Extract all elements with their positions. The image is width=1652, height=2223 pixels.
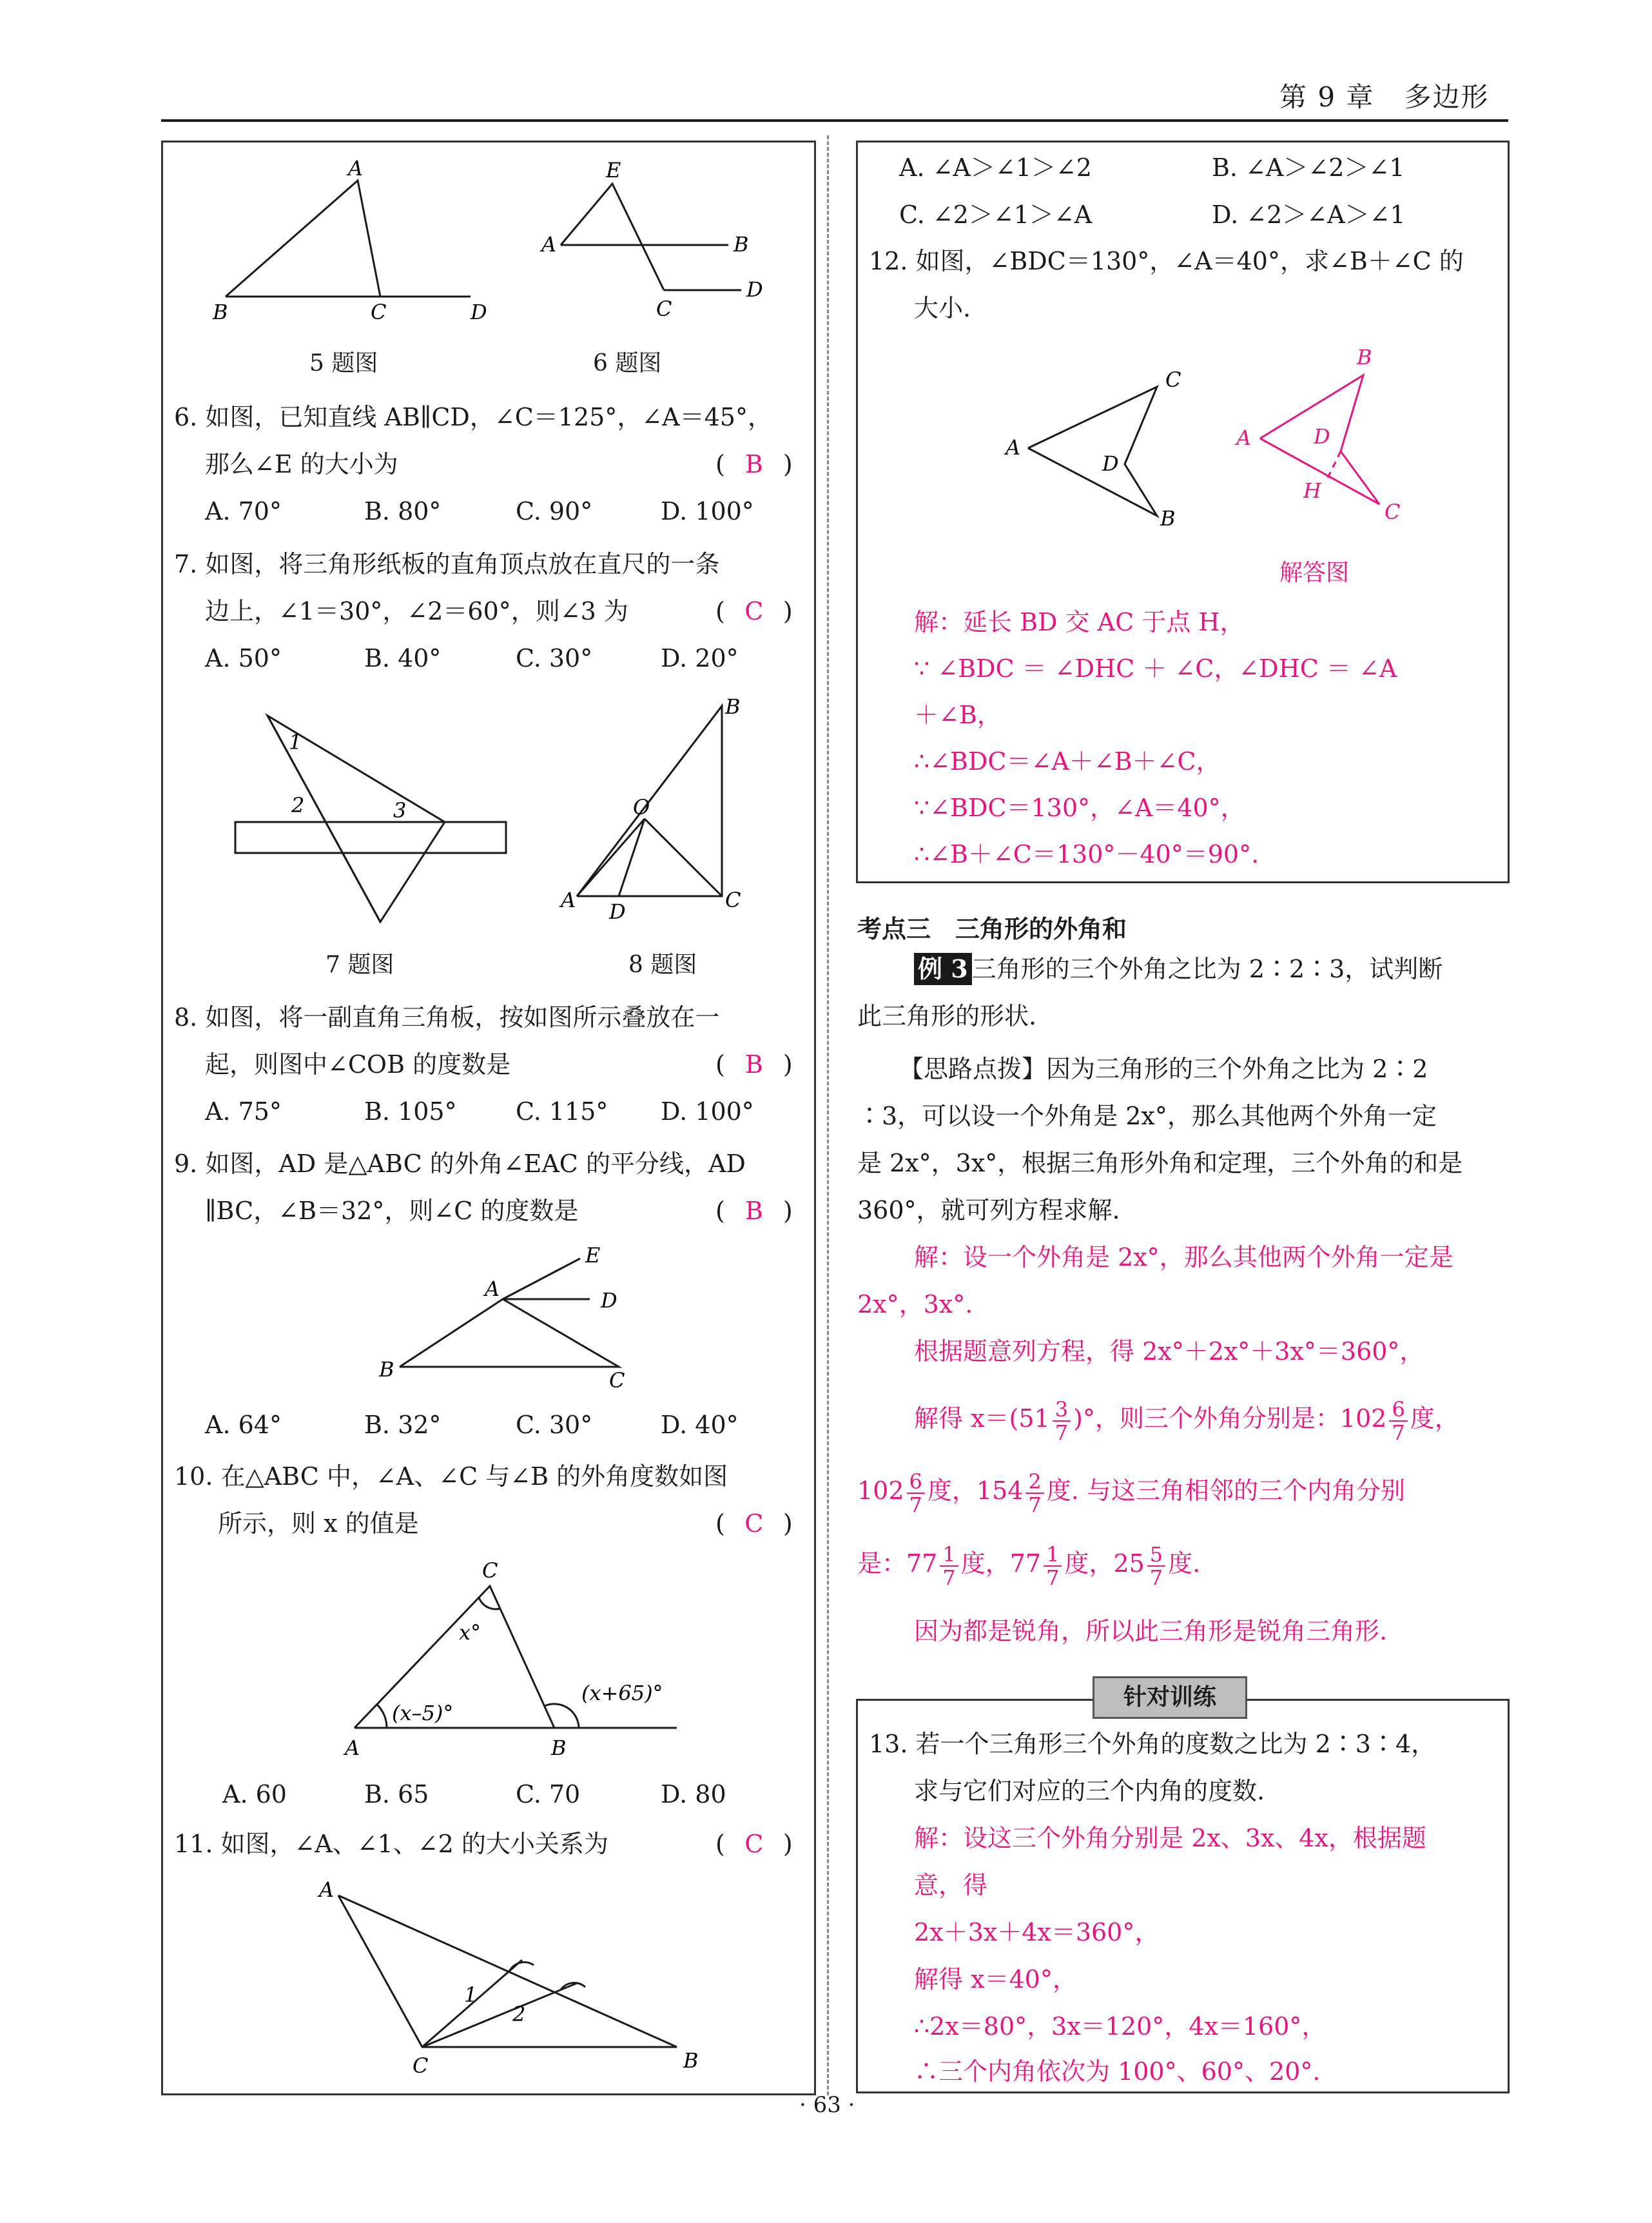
f11-label-b: B xyxy=(683,2048,699,2073)
q6-opt-d: D. 100° xyxy=(661,497,754,525)
q9-opt-b: B. 32° xyxy=(364,1411,442,1439)
ex3-sol-1: 解：设一个外角是 2x°，那么其他两个外角一定是 xyxy=(914,1243,1453,1271)
f11-label-2: 2 xyxy=(512,2002,526,2026)
q11-opt-d: D. ∠2＞∠A＞∠1 xyxy=(1212,201,1406,229)
f10-label-b-ext: (x+65)° xyxy=(581,1681,663,1705)
q13-line1: 13. 若一个三角形三个外角的度数之比为 2∶3∶4， xyxy=(869,1730,1436,1758)
q10-opt-a: A. 60 xyxy=(222,1780,287,1808)
q9-opt-a: A. 64° xyxy=(205,1411,282,1439)
q11-line1: 11. 如图，∠A、∠1、∠2 的大小关系为 xyxy=(174,1830,608,1858)
q6-opt-a: A. 70° xyxy=(205,497,282,525)
ex3-sol-3: 根据题意列方程，得 2x°＋2x°＋3x°＝360°， xyxy=(914,1337,1424,1366)
hint-line2: ∶3，可以设一个外角是 2x°，那么其他两个外角一定 xyxy=(857,1102,1437,1130)
q12-sol-2: ∵ ∠BDC ＝ ∠DHC ＋ ∠C，∠DHC ＝ ∠A xyxy=(914,654,1397,683)
q8-opt-c: C. 115° xyxy=(516,1097,608,1126)
q6-opt-c: C. 90° xyxy=(516,497,593,525)
figure-6 xyxy=(541,158,773,329)
q11-answer: ( C ) xyxy=(715,1830,793,1858)
q7-answer: ( C ) xyxy=(715,597,793,625)
example3-line2: 此三角形的形状. xyxy=(857,1002,1037,1030)
q9-opt-c: C. 30° xyxy=(516,1411,593,1439)
q6-line1: 6. 如图，已知直线 AB∥CD，∠C＝125°，∠A＝45°， xyxy=(174,403,772,431)
f5-label-d: D xyxy=(471,300,487,324)
f11-label-a: A xyxy=(319,1877,335,1902)
f9-label-b: B xyxy=(379,1357,394,1382)
ex3-sol-2: 2x°，3x°. xyxy=(857,1290,973,1318)
ans-fig-label-b: B xyxy=(1357,345,1372,369)
f6-label-c: C xyxy=(656,297,672,321)
q12-sol-4: ∴∠BDC＝∠A＋∠B＋∠C， xyxy=(914,747,1221,776)
q7-opt-b: B. 40° xyxy=(364,644,442,672)
f11-label-c: C xyxy=(413,2053,429,2078)
q7-line1: 7. 如图，将三角形纸板的直角顶点放在直尺的一条 xyxy=(174,550,720,578)
f9-label-d: D xyxy=(601,1288,617,1313)
q9-line1: 9. 如图，AD 是△ABC 的外角∠EAC 的平分线，AD xyxy=(174,1150,746,1178)
f5-label-a: A xyxy=(348,156,364,181)
figure-10 xyxy=(335,1557,696,1763)
answer-figure xyxy=(1231,335,1444,542)
q12-line1: 12. 如图，∠BDC＝130°，∠A＝40°，求∠B＋∠C 的 xyxy=(869,247,1464,275)
q13-sol-2: 意，得 xyxy=(914,1871,988,1899)
f8-label-b: B xyxy=(725,694,741,719)
q13-sol-4: 解得 x＝40°， xyxy=(914,1965,1077,1993)
q13-sol-6: ∴三个内角依次为 100°、60°、20°. xyxy=(914,2057,1321,2086)
q10-answer: ( C ) xyxy=(715,1509,793,1538)
f7-label-3: 3 xyxy=(393,798,407,823)
ans-fig-label-d: D xyxy=(1314,424,1330,449)
f6-label-d: D xyxy=(746,277,763,302)
q12-sol-5: ∵∠BDC＝130°，∠A＝40°， xyxy=(914,794,1245,822)
ans-fig-label-a: A xyxy=(1236,426,1252,450)
ex3-sol-5: 102 $\frac{6}{7}$ 度，154 $\frac{2}{7}$ 度. 与这三角相邻的三个内角分别 xyxy=(857,1469,1405,1517)
figure-5 xyxy=(213,156,503,329)
q10-opt-d: D. 80 xyxy=(661,1780,726,1808)
q13-line2: 求与它们对应的三个内角的度数. xyxy=(914,1777,1265,1805)
q8-line2: 起，则图中∠COB 的度数是 xyxy=(205,1050,511,1079)
figure-12 xyxy=(999,361,1212,535)
q8-line1: 8. 如图，将一副直角三角板，按如图所示叠放在一 xyxy=(174,1003,720,1032)
hint-line1: 【思路点拨】因为三角形的三个外角之比为 2∶2 xyxy=(899,1055,1428,1083)
column-divider xyxy=(827,135,829,2095)
f10-label-x: x° xyxy=(459,1620,481,1645)
hint-line3: 是 2x°，3x°，根据三角形外角和定理，三个外角的和是 xyxy=(857,1149,1463,1177)
f12-label-a: A xyxy=(1006,435,1021,460)
q9-opt-d: D. 40° xyxy=(661,1411,739,1439)
ans-fig-label-c: C xyxy=(1385,500,1401,524)
f7-label-2: 2 xyxy=(291,793,305,818)
q13-sol-3: 2x＋3x＋4x＝360°， xyxy=(914,1918,1160,1946)
figure-11 xyxy=(316,1876,715,2078)
f9-label-e: E xyxy=(585,1243,601,1268)
f11-label-1: 1 xyxy=(464,1983,478,2007)
q12-sol-6: ∴∠B＋∠C＝130°－40°＝90°. xyxy=(914,840,1259,868)
fig8-caption: 8 题图 xyxy=(628,952,697,978)
example3-badge: 例 3 xyxy=(914,953,972,985)
figure-9 xyxy=(374,1243,645,1393)
header-rule xyxy=(161,119,1508,122)
f12-label-c: C xyxy=(1165,367,1181,392)
q12-sol-3: ＋∠B， xyxy=(914,701,1002,729)
q8-opt-d: D. 100° xyxy=(661,1097,754,1126)
q7-opt-d: D. 20° xyxy=(661,644,739,672)
f10-label-b: B xyxy=(551,1736,567,1760)
f8-label-d: D xyxy=(609,899,626,924)
f12-label-b: B xyxy=(1160,506,1176,531)
training-label: 针对训练 xyxy=(1093,1676,1247,1719)
f6-label-b: B xyxy=(734,232,749,257)
f6-label-a: A xyxy=(541,232,557,257)
f5-label-c: C xyxy=(371,300,387,324)
f8-label-c: C xyxy=(725,888,741,912)
f10-label-c: C xyxy=(482,1558,498,1583)
q11-opt-b: B. ∠A＞∠2＞∠1 xyxy=(1212,153,1405,182)
q6-opt-b: B. 80° xyxy=(364,497,442,525)
q10-opt-c: C. 70 xyxy=(516,1780,581,1808)
q10-opt-b: B. 65 xyxy=(364,1780,429,1808)
f6-label-e: E xyxy=(606,158,621,182)
hint-line4: 360°，就可列方程求解. xyxy=(857,1196,1120,1224)
f10-label-a: A xyxy=(345,1736,360,1760)
f8-label-a: A xyxy=(561,888,576,912)
q8-opt-b: B. 105° xyxy=(364,1097,457,1126)
q6-answer: ( B ) xyxy=(715,450,793,478)
q8-opt-a: A. 75° xyxy=(205,1097,282,1126)
f10-label-a-angle: (x–5)° xyxy=(392,1701,454,1725)
answer-figure-caption: 解答图 xyxy=(1279,560,1350,586)
chapter-header: 第 9 章 多边形 xyxy=(1279,81,1490,113)
q9-line2: ∥BC，∠B＝32°，则∠C 的度数是 xyxy=(205,1197,579,1225)
page-number: · 63 · xyxy=(799,2092,855,2118)
f9-label-a: A xyxy=(485,1277,500,1301)
ex3-sol-4: 解得 x＝(51 $\frac{3}{7}$ )°，则三个外角分别是：102 $\frac{6}{7}$ 度， xyxy=(914,1396,1459,1445)
q12-line2: 大小. xyxy=(914,294,971,322)
section-heading: 考点三 三角形的外角和 xyxy=(857,915,1127,943)
q7-opt-a: A. 50° xyxy=(205,644,282,672)
q7-opt-c: C. 30° xyxy=(516,644,593,672)
f7-label-1: 1 xyxy=(289,730,302,754)
q10-line1: 10. 在△ABC 中，∠A、∠C 与∠B 的外角度数如图 xyxy=(174,1462,728,1491)
q11-opt-a: A. ∠A＞∠1＞∠2 xyxy=(899,153,1092,182)
q10-line2: 所示，则 x 的值是 xyxy=(218,1509,419,1538)
q11-opt-c: C. ∠2＞∠1＞∠A xyxy=(899,201,1093,229)
f12-label-d: D xyxy=(1102,451,1119,476)
q9-answer: ( B ) xyxy=(715,1197,793,1225)
f8-label-o: O xyxy=(633,795,650,819)
fig6-caption: 6 题图 xyxy=(593,350,662,377)
q13-sol-5: ∴2x＝80°，3x＝120°，4x＝160°， xyxy=(914,2012,1326,2041)
f5-label-b: B xyxy=(213,300,228,324)
fig5-caption: 5 题图 xyxy=(309,350,378,377)
ex3-sol-6: 是：77 $\frac{1}{7}$ 度，77 $\frac{1}{7}$ 度，25 $\frac{5}{7}$ 度. xyxy=(857,1542,1201,1590)
q8-answer: ( B ) xyxy=(715,1050,793,1079)
ans-fig-label-h: H xyxy=(1303,478,1321,503)
example3-line1: 例 3 三角形的三个外角之比为 2∶2∶3，试判断 xyxy=(914,953,1443,985)
figure-7 xyxy=(232,709,516,928)
ex3-sol-7: 因为都是锐角，所以此三角形是锐角三角形. xyxy=(914,1617,1388,1645)
q12-sol-1: 解：延长 BD 交 AC 于点 H， xyxy=(914,608,1245,636)
q7-line2: 边上，∠1＝30°，∠2＝60°，则∠3 为 xyxy=(205,597,628,625)
fig7-caption: 7 题图 xyxy=(326,952,394,978)
q6-line2: 那么∠E 的大小为 xyxy=(205,450,398,478)
figure-8 xyxy=(561,694,767,925)
q13-sol-1: 解：设这三个外角分别是 2x、3x、4x，根据题 xyxy=(914,1824,1426,1852)
f9-label-c: C xyxy=(609,1368,625,1393)
